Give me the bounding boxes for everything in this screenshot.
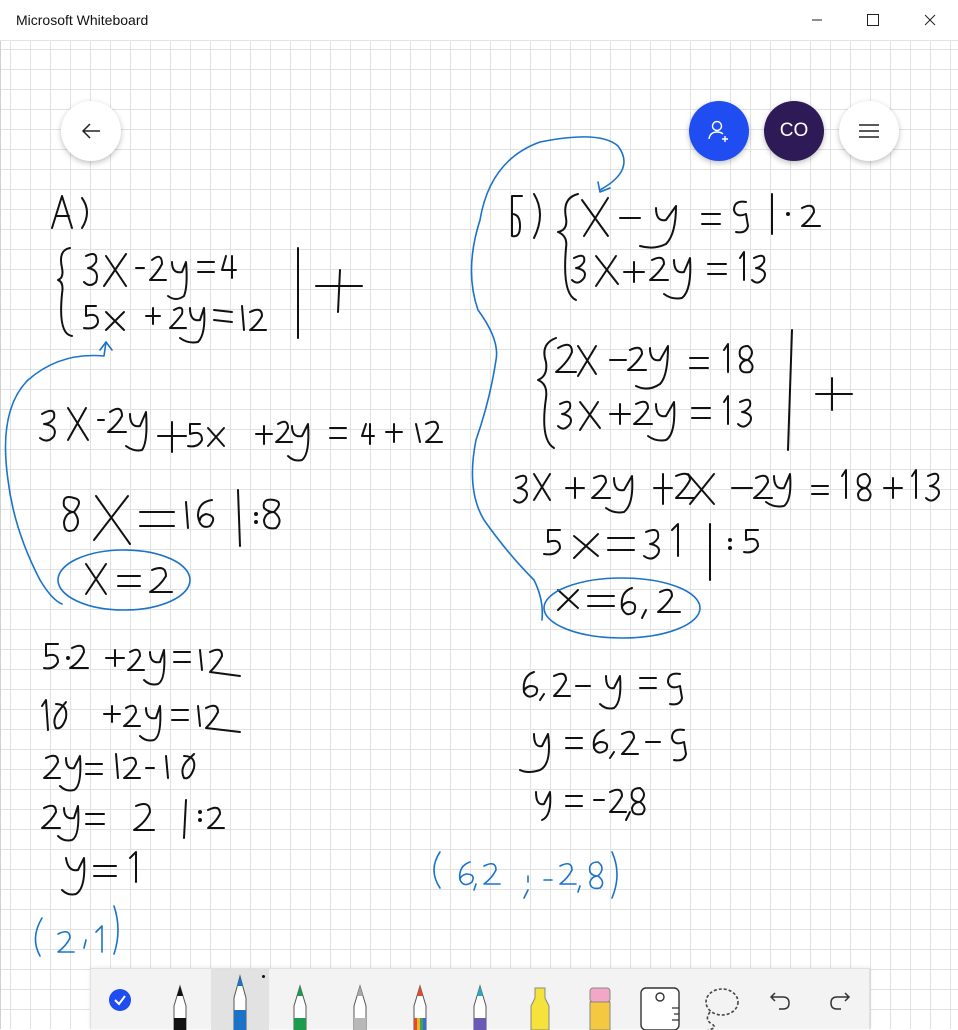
lasso-icon bbox=[698, 984, 742, 1030]
highlighter-icon bbox=[523, 984, 557, 1030]
silver-pen-icon bbox=[345, 984, 375, 1030]
highlighter-tool[interactable] bbox=[511, 969, 569, 1030]
hamburger-menu-icon bbox=[857, 121, 881, 141]
avatar-initials: CO bbox=[779, 120, 809, 141]
black-pen-icon bbox=[165, 984, 195, 1030]
invite-person-icon bbox=[706, 118, 732, 144]
back-arrow-icon bbox=[80, 120, 102, 142]
green-pen-icon bbox=[285, 984, 315, 1030]
part-a-ink bbox=[40, 196, 442, 895]
rainbow-pen-tool[interactable] bbox=[391, 969, 449, 1030]
back-button[interactable] bbox=[61, 101, 121, 161]
ruler-icon bbox=[638, 984, 682, 1030]
app-title: Microsoft Whiteboard bbox=[16, 12, 149, 28]
galaxy-pen-icon bbox=[465, 984, 495, 1030]
blue-pen-tool[interactable] bbox=[211, 969, 269, 1030]
checkmark-circle-icon bbox=[108, 988, 132, 1012]
undo-icon bbox=[769, 989, 791, 1011]
invite-button[interactable] bbox=[689, 101, 749, 161]
eraser-icon bbox=[585, 984, 615, 1030]
inking-toolbar bbox=[90, 968, 870, 1029]
undo-button[interactable] bbox=[751, 969, 809, 1030]
green-pen-tool[interactable] bbox=[271, 969, 329, 1030]
ruler-tool[interactable] bbox=[631, 969, 689, 1030]
part-b-ink bbox=[512, 194, 939, 820]
eraser-tool[interactable] bbox=[571, 969, 629, 1030]
menu-button[interactable] bbox=[839, 101, 899, 161]
galaxy-pen-tool[interactable] bbox=[451, 969, 509, 1030]
blue-pen-icon bbox=[225, 974, 255, 1030]
black-pen-tool[interactable] bbox=[151, 969, 209, 1030]
redo-icon bbox=[829, 989, 851, 1011]
avatar-button[interactable] bbox=[764, 101, 824, 161]
redo-button[interactable] bbox=[811, 969, 869, 1030]
silver-pen-tool[interactable] bbox=[331, 969, 389, 1030]
rainbow-pen-icon bbox=[405, 984, 435, 1030]
lasso-select-tool[interactable] bbox=[691, 969, 749, 1030]
pen-size-dot bbox=[262, 975, 265, 978]
ink-to-shape-toggle[interactable] bbox=[91, 969, 149, 1030]
